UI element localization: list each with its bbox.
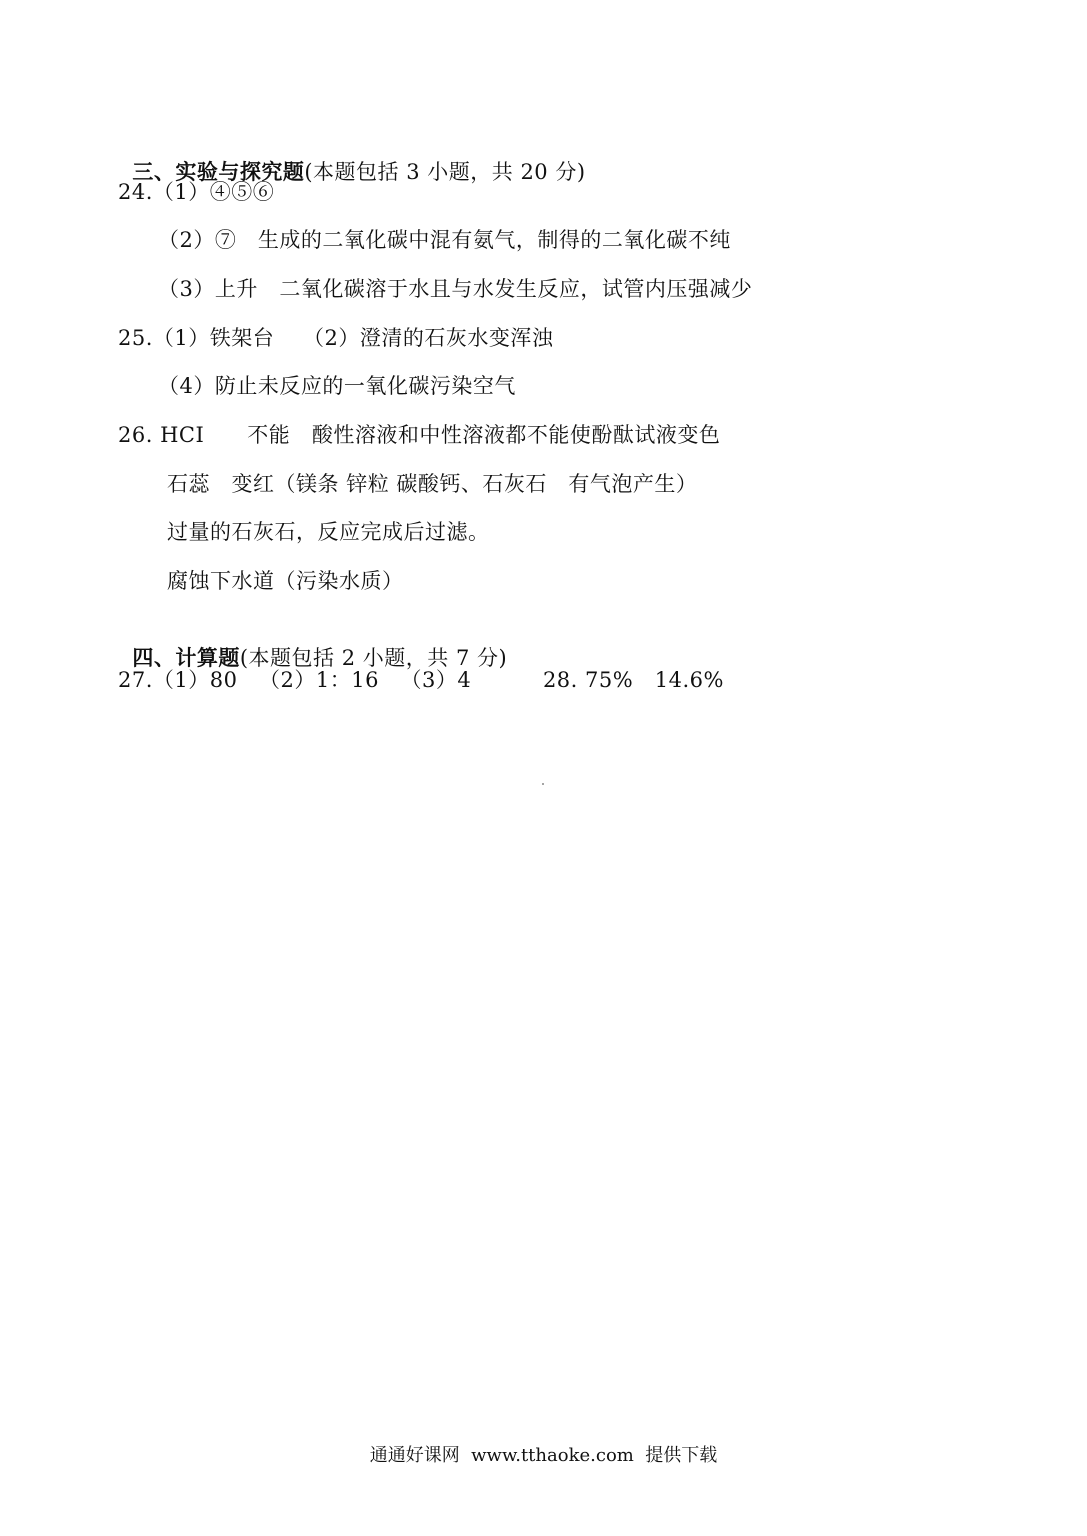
answer-24-1: 24.（1）④⑤⑥ [118,180,275,204]
answer-24-3: （3）上升 二氧化碳溶于水且与水发生反应，试管内压强减少 [158,277,753,301]
answer-26-4: 腐蚀下水道（污染水质） [167,569,404,593]
page-footer: 通通好课网 www.tthaoke.com 提供下载 [369,1445,718,1466]
answer-26-3: 过量的石灰石，反应完成后过滤。 [167,520,490,544]
section-3-title: 三、实验与探究题 [132,159,305,184]
answer-26-2: 石蕊 变红（镁条 锌粒 碳酸钙、石灰石 有气泡产生） [167,472,698,496]
section-4-title: 四、计算题 [132,645,240,670]
answer-25-2: （4）防止未反应的一氧化碳污染空气 [158,374,516,398]
answer-25-1: 25.（1）铁架台 （2）澄清的石灰水变浑浊 [118,326,554,350]
section-4-heading-line [118,616,507,672]
scan-speck [542,783,544,785]
answer-24-2: （2）⑦ 生成的二氧化碳中混有氨气，制得的二氧化碳不纯 [158,228,731,252]
section-4-note: (本题包括 2 小题，共 7 分) [239,646,508,670]
answer-26-1: 26. HCI 不能 酸性溶液和中性溶液都不能使酚酞试液变色 [118,423,721,447]
answer-27-28: 27.（1）80 （2）1：16 （3）4 28. 75% 14.6% [118,668,724,692]
section-3-note: (本题包括 3 小题，共 20 分) [304,160,586,184]
